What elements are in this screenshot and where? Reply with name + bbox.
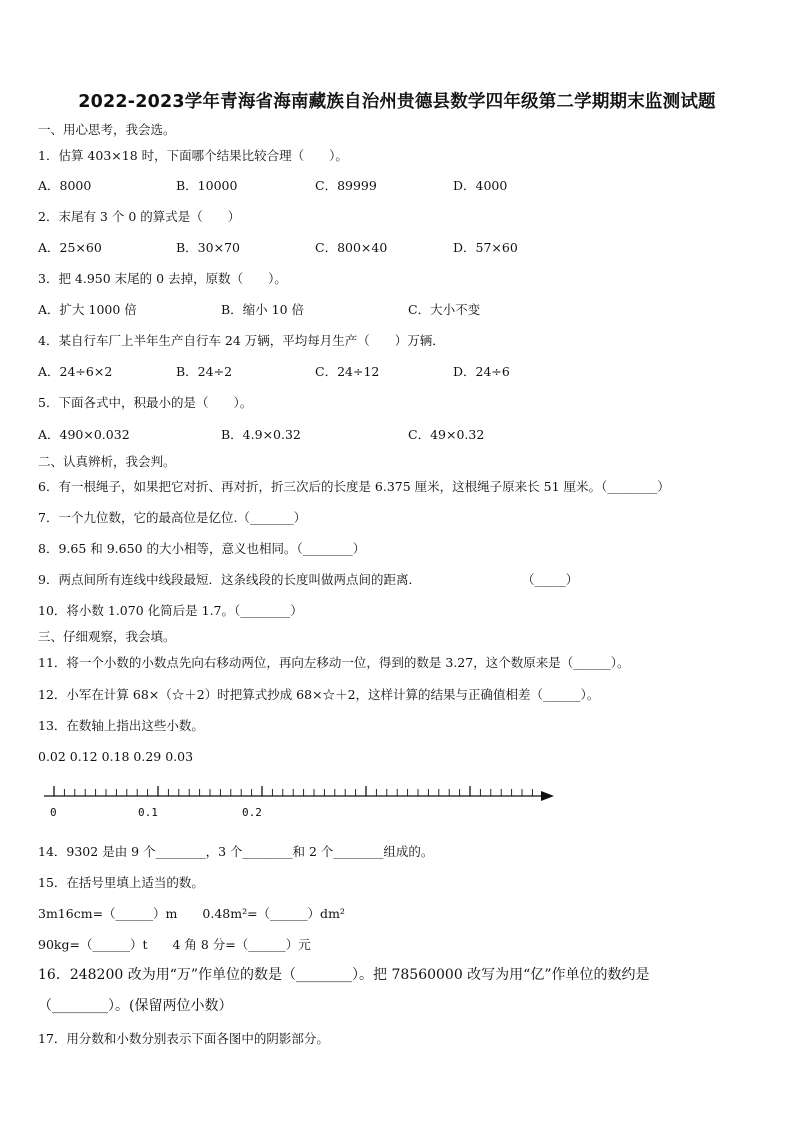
q1-option-b: B．10000 <box>176 178 238 193</box>
question-2: 2．末尾有 3 个 0 的算式是（ ） <box>38 209 241 224</box>
question-3: 3．把 4.950 末尾的 0 去掉，原数（ ）。 <box>38 271 287 286</box>
q5-option-b: B．4.9×0.32 <box>221 427 301 442</box>
q2-option-d: D．57×60 <box>453 240 518 255</box>
question-10: 10．将小数 1.070 化简后是 1.7。（________） <box>38 603 303 618</box>
question-16-line-2: （________）。(保留两位小数） <box>38 998 233 1014</box>
page-title: 2022-2023学年青海省海南藏族自治州贵德县数学四年级第二学期期末监测试题 <box>78 92 716 112</box>
number-line <box>38 776 598 828</box>
question-15: 15．在括号里填上适当的数。 <box>38 875 204 890</box>
section-heading-judge: 二、认真辨析，我会判。 <box>38 454 176 469</box>
q1-option-c: C．89999 <box>315 178 377 193</box>
question-5: 5．下面各式中，积最小的是（ ）。 <box>38 395 253 410</box>
q5-option-c: C．49×0.32 <box>408 427 485 442</box>
arrow-head-icon <box>541 791 554 801</box>
question-9: 9．两点间所有连线中线段最短．这条线段的长度叫做两点间的距离． <box>38 572 421 587</box>
question-14: 14．9302 是由 9 个________，3 个________和 2 个________组成的。 <box>38 844 434 859</box>
tick-label-0-1: 0.1 <box>138 806 158 819</box>
question-9-blank: （_____） <box>522 572 579 587</box>
q2-option-a: A．25×60 <box>38 240 102 255</box>
q2-option-c: C．800×40 <box>315 240 388 255</box>
q2-option-b: B．30×70 <box>176 240 240 255</box>
question-7: 7．一个九位数，它的最高位是亿位.（_______） <box>38 510 307 525</box>
q3-option-a: A．扩大 1000 倍 <box>38 302 137 317</box>
section-heading-fill: 三、仔细观察，我会填。 <box>38 629 176 644</box>
question-12: 12．小军在计算 68×（☆＋2）时把算式抄成 68×☆＋2，这样计算的结果与正确值相差（______）。 <box>38 687 600 702</box>
q4-option-a: A．24÷6×2 <box>38 364 113 379</box>
q4-option-c: C．24÷12 <box>315 364 380 379</box>
question-11: 11．将一个小数的小数点先向右移动两位，再向左移动一位，得到的数是 3.27，这个数原来是（______）。 <box>38 655 630 670</box>
question-8: 8．9.65 和 9.650 的大小相等，意义也相同。（________） <box>38 541 366 556</box>
tick-label-0-2: 0.2 <box>242 806 262 819</box>
section-heading-choice: 一、用心思考，我会选。 <box>38 122 176 137</box>
question-13: 13．在数轴上指出这些小数。 <box>38 718 204 733</box>
question-16-line-1: 16．248200 改为用“万”作单位的数是（________）。把 78560000 改写为用“亿”作单位的数约是 <box>38 967 650 983</box>
question-4: 4．某自行车厂上半年生产自行车 24 万辆，平均每月生产（ ）万辆． <box>38 333 445 348</box>
q1-option-a: A．8000 <box>38 178 92 193</box>
tick-label-0: 0 <box>50 806 57 819</box>
question-17: 17．用分数和小数分别表示下面各图中的阴影部分。 <box>38 1031 329 1046</box>
q4-option-b: B．24÷2 <box>176 364 233 379</box>
number-line-ticks <box>54 786 532 796</box>
question-6: 6．有一根绳子，如果把它对折、再对折，折三次后的长度是 6.375 厘米，这根绳子原来长 51 厘米。（________） <box>38 479 670 494</box>
question-13-numbers: 0.02 0.12 0.18 0.29 0.03 <box>38 749 194 764</box>
question-15-line-2: 90kg=（______）t 4 角 8 分=（______）元 <box>38 937 311 952</box>
q5-option-a: A．490×0.032 <box>38 427 130 442</box>
question-15-line-1: 3m16cm=（______）m 0.48m²=（______）dm² <box>38 906 345 921</box>
q3-option-b: B．缩小 10 倍 <box>221 302 305 317</box>
q3-option-c: C．大小不变 <box>408 302 481 317</box>
q1-option-d: D．4000 <box>453 178 508 193</box>
q4-option-d: D．24÷6 <box>453 364 510 379</box>
question-1: 1．估算 403×18 时，下面哪个结果比较合理（ ）。 <box>38 148 348 163</box>
